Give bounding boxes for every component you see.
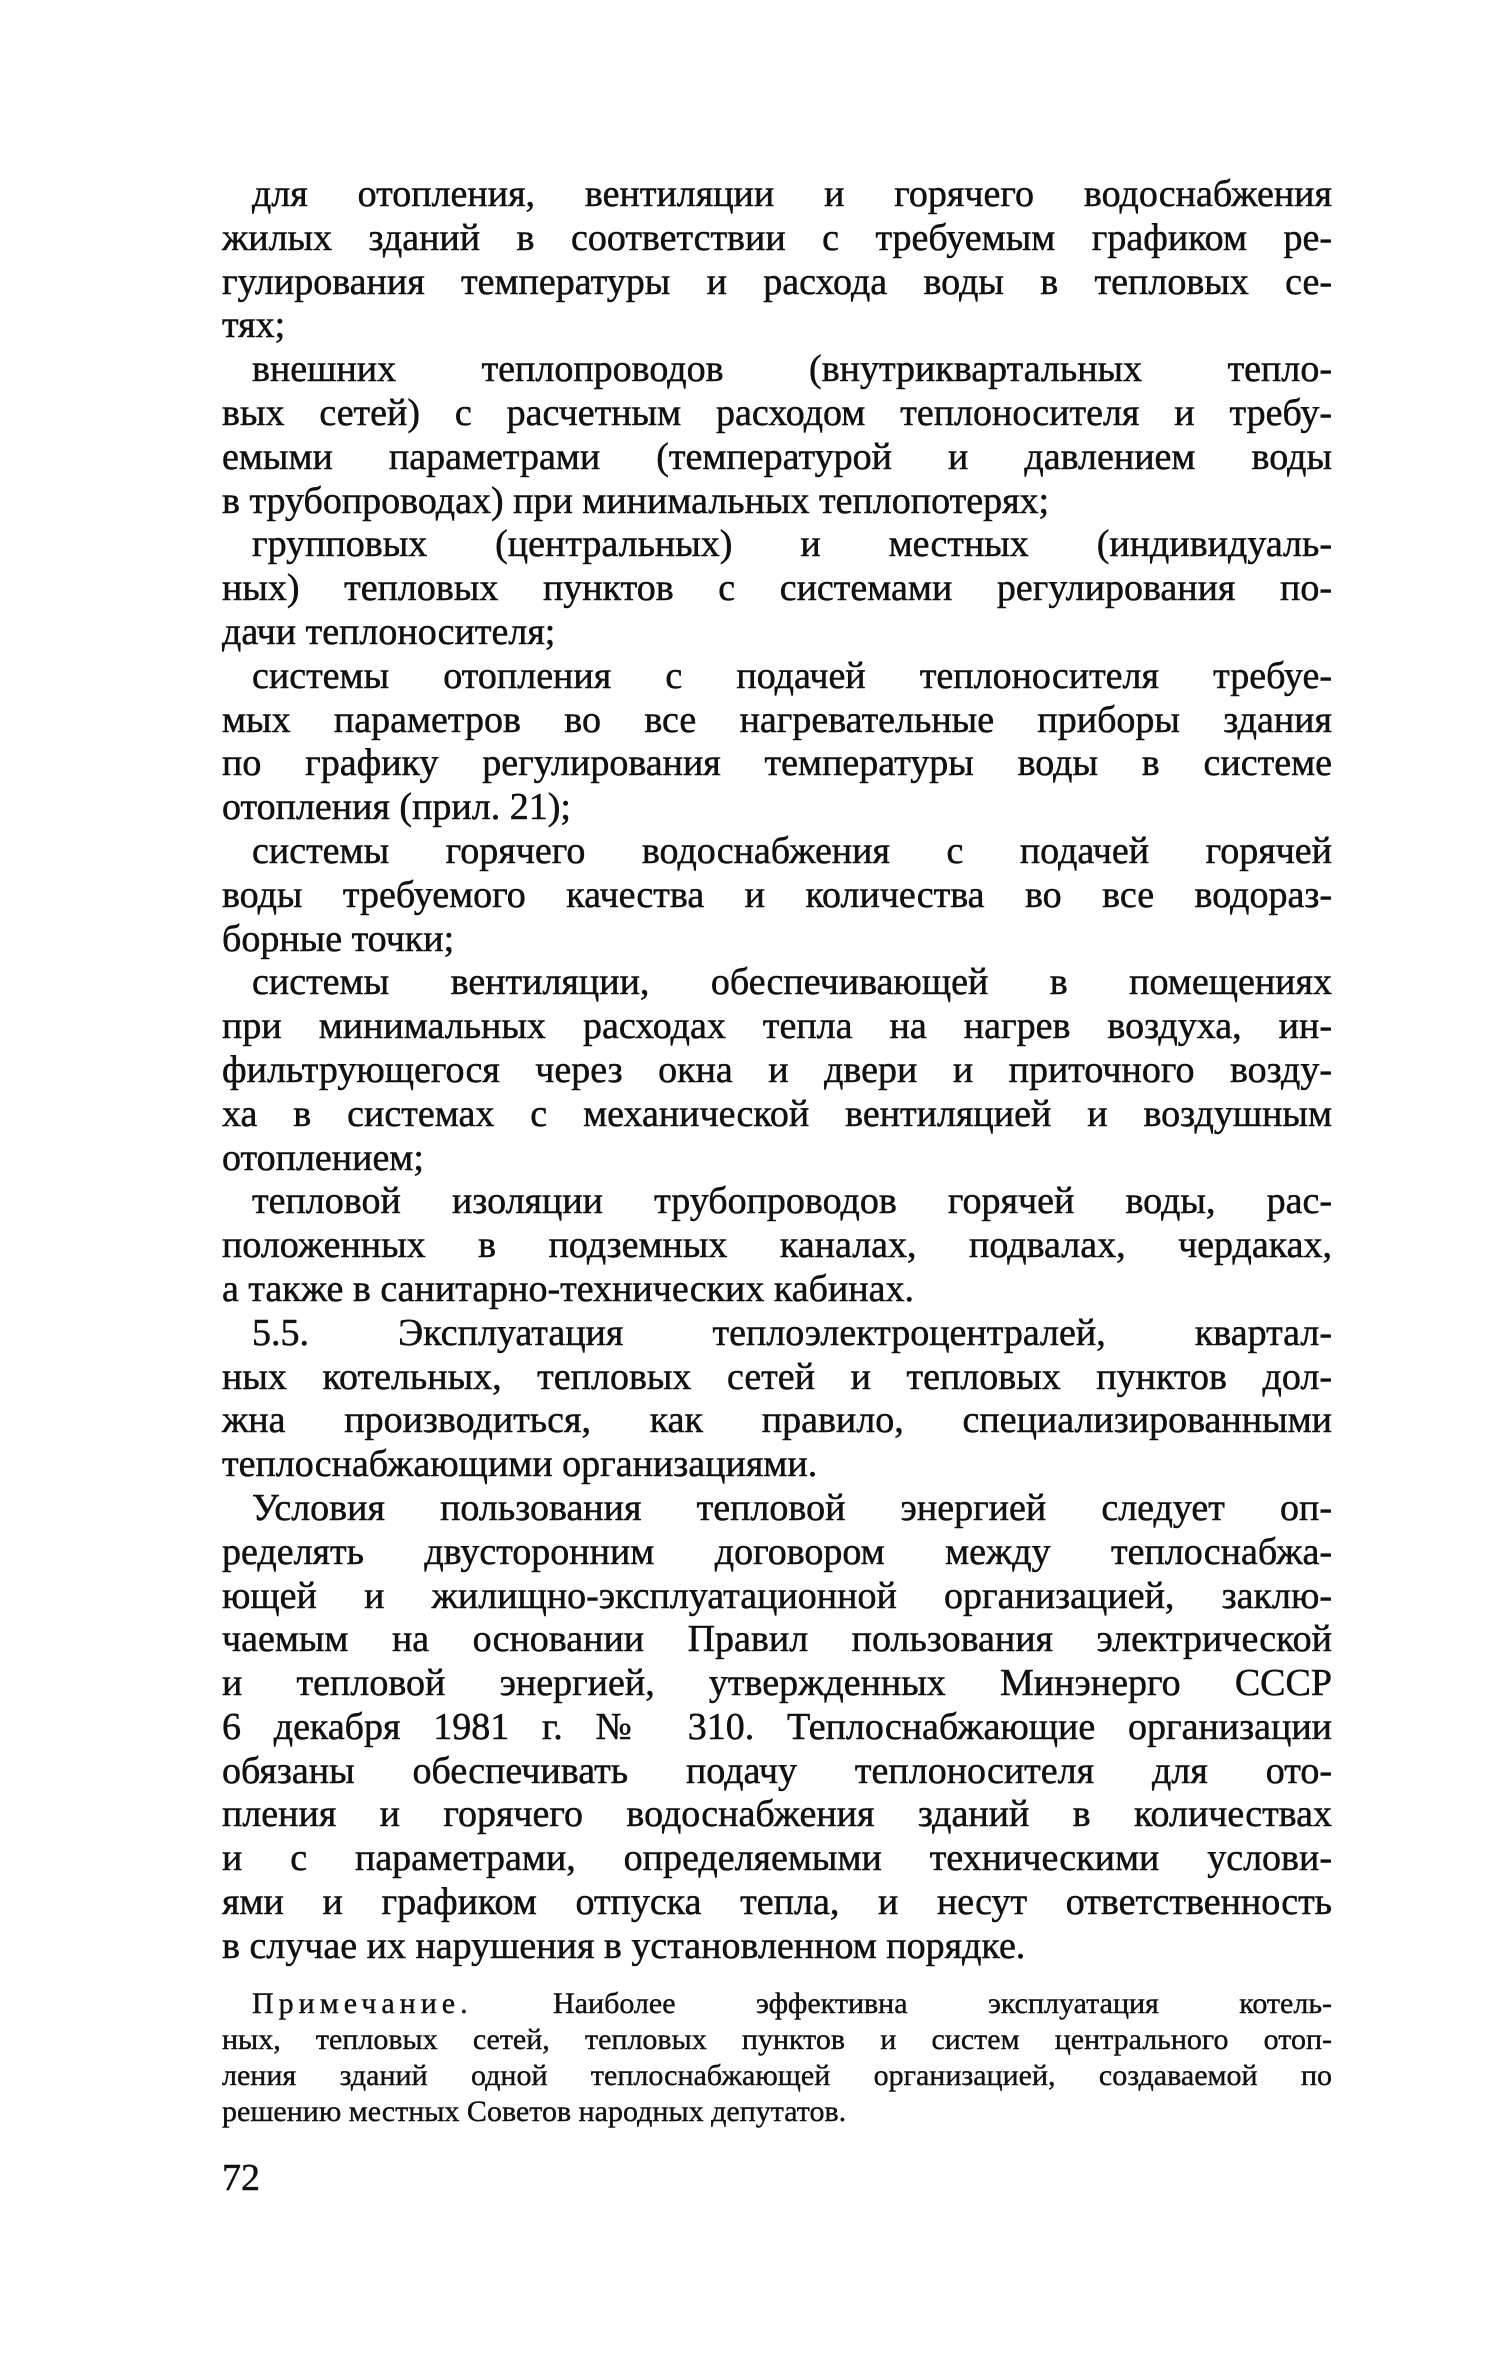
text-line: борные точки; xyxy=(222,917,455,960)
text-line: при минимальных расходах тепла на нагрев воздуха, ин- xyxy=(222,1005,1332,1048)
text-line: тепловой изоляции трубопроводов горячей воды, рас- xyxy=(252,1180,1332,1223)
text-line: обязаны обеспечивать подачу теплоносителя для ото- xyxy=(222,1749,1332,1792)
text-line: 5.5. Эксплуатация теплоэлектроцентралей, квартал- xyxy=(252,1311,1332,1354)
text-line: 6 декабря 1981 г. № 310. Теплоснабжающие организации xyxy=(222,1705,1332,1748)
note-label: Примечание. xyxy=(252,1987,473,2020)
text-line: жилых зданий в соответствии с требуемым графиком ре- xyxy=(222,216,1332,259)
text-line: отопления (прил. 21); xyxy=(222,786,571,829)
text-line: в трубопроводах) при минимальных теплопотерях; xyxy=(222,479,1050,522)
text-line: чаемым на основании Правил пользования электрической xyxy=(222,1618,1332,1661)
text-line: дачи теплоносителя; xyxy=(222,610,556,653)
paragraph xyxy=(222,1487,1332,1969)
text-line: и с параметрами, определяемыми техническими услови- xyxy=(222,1837,1332,1880)
text-line: системы вентиляции, обеспечивающей в помещениях xyxy=(252,961,1332,1004)
paragraph xyxy=(222,173,1332,348)
text-line: емыми параметрами (температурой и давлением воды xyxy=(222,435,1332,478)
text-line: тях; xyxy=(222,304,286,347)
note-line: решению местных Советов народных депутатов. xyxy=(222,2095,847,2128)
paragraph xyxy=(222,830,1332,961)
body-text xyxy=(222,173,1332,1969)
paragraph xyxy=(222,655,1332,830)
text-line: ных котельных, тепловых сетей и тепловых пунктов дол- xyxy=(222,1355,1332,1398)
text-line: ями и графиком отпуска тепла, и несут ответственность xyxy=(222,1881,1332,1924)
footnote xyxy=(222,1986,1332,2130)
text-line: положенных в подземных каналах, подвалах, чердаках, xyxy=(222,1224,1332,1267)
text-line: ределять двусторонним договором между теплоснабжа- xyxy=(222,1530,1332,1573)
text-line: фильтрующегося через окна и двери и приточного возду- xyxy=(222,1048,1332,1091)
note-line: ных, тепловых сетей, тепловых пунктов и систем центрального отоп- xyxy=(222,2023,1332,2056)
paragraph xyxy=(222,523,1332,654)
paragraph xyxy=(222,348,1332,523)
text-line: мых параметров во все нагревательные приборы здания xyxy=(222,698,1332,741)
text-line: Условия пользования тепловой энергией следует оп- xyxy=(252,1486,1332,1529)
text-line: в случае их нарушения в установленном порядке. xyxy=(222,1924,1026,1967)
text-line: и тепловой энергией, утвержденных Минэнерго СССР xyxy=(222,1662,1332,1705)
text-line: гулирования температуры и расхода воды в тепловых се- xyxy=(222,260,1332,303)
text-line: для отопления, вентиляции и горячего водоснабжения xyxy=(252,173,1332,215)
paragraph xyxy=(222,1180,1332,1311)
text-line: пления и горячего водоснабжения зданий в количествах xyxy=(222,1793,1332,1836)
text-line: системы отопления с подачей теплоносителя требуе- xyxy=(252,654,1332,697)
text-line: отоплением; xyxy=(222,1136,424,1179)
text-line: ха в системах с механической вентиляцией и воздушным xyxy=(222,1092,1332,1135)
text-line: системы горячего водоснабжения с подачей горячей xyxy=(252,829,1332,872)
text-line: групповых (центральных) и местных (индивидуаль- xyxy=(252,523,1332,566)
text-line: вых сетей) с расчетным расходом теплоносителя и требу- xyxy=(222,391,1332,434)
page-number: 72 xyxy=(222,2157,260,2199)
paragraph xyxy=(222,1312,1332,1487)
note-line: ления зданий одной теплоснабжающей организацией, создаваемой по xyxy=(222,2059,1332,2092)
text-line: а также в санитарно-технических кабинах. xyxy=(222,1267,914,1310)
text-line: по графику регулирования температуры воды в системе xyxy=(222,742,1332,785)
note-text: Наиболее эффективна эксплуатация котель- xyxy=(553,1987,1332,2020)
text-line: теплоснабжающими организациями. xyxy=(222,1443,818,1486)
text-line: воды требуемого качества и количества во все водораз- xyxy=(222,873,1332,916)
text-line: жна производиться, как правило, специализированными xyxy=(222,1399,1332,1442)
text-line: внешних теплопроводов (внутриквартальных тепло- xyxy=(252,348,1332,391)
note-line xyxy=(222,1986,1332,2022)
text-line: ющей и жилищно-эксплуатационной организацией, заклю- xyxy=(222,1574,1332,1617)
text-line: ных) тепловых пунктов с системами регулирования по- xyxy=(222,567,1332,610)
paragraph xyxy=(222,961,1332,1180)
